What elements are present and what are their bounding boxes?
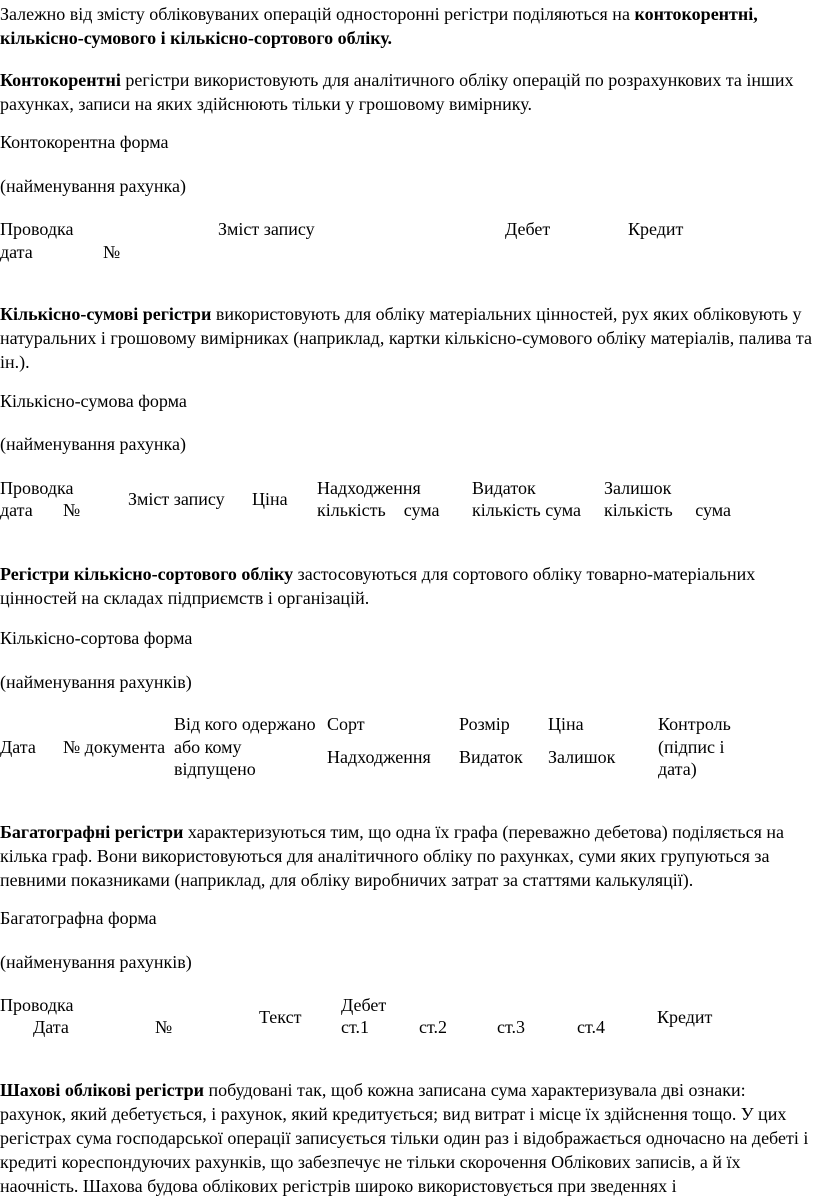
form3-title: Кількісно-сортова форма bbox=[0, 628, 193, 648]
form3-zalyshok: Залишок bbox=[548, 747, 616, 767]
contocorrent-text: регістри використовують для аналітичного обліку операцій по розрахункових та інших рахунках, записи на яких здійснюють тільки у грошовому вимірнику. bbox=[0, 70, 794, 114]
form1-subtitle: (найменування рахунка) bbox=[0, 176, 186, 196]
quantity-sum-text: використовують для обліку матеріальних цінностей, рух яких обліковують у натуральних і грошовому вимірниках (наприклад, картки кількісно-сумового обліку матеріалів, палива та ін.). bbox=[0, 304, 812, 372]
quantity-sum-term: Кількісно-сумові регістри bbox=[0, 304, 212, 324]
form4-st3: ст.3 bbox=[497, 1017, 526, 1037]
form2-zmist: Зміст запису bbox=[128, 489, 225, 509]
form3-vydatok: Видаток bbox=[459, 747, 523, 767]
form2-zalyshok: Залишок bbox=[604, 478, 672, 498]
form4-st2: ст.2 bbox=[419, 1017, 448, 1037]
form4-data: Дата bbox=[33, 1017, 69, 1037]
form2-subtitle: (найменування рахунка) bbox=[0, 434, 186, 454]
form4-st4: ст.4 bbox=[577, 1017, 606, 1037]
intro-text: Залежно від змісту обліковуваних операцій односторонні регістри поділяються на bbox=[0, 4, 635, 24]
form2-zalyshok-sub: кількість сума bbox=[604, 500, 732, 520]
form3-from-whom-2: або кому bbox=[174, 737, 242, 757]
intro-bold-text: контокорентні, кількісно-сумового і кількісно-сортового обліку. bbox=[0, 4, 758, 48]
form4-kredyt: Кредит bbox=[657, 1007, 713, 1027]
form4-st1: ст.1 bbox=[341, 1017, 370, 1037]
form3-from-whom-1: Від кого одержано bbox=[174, 714, 316, 734]
form4-number: № bbox=[155, 1017, 173, 1037]
form3-kontrol-2: (підпис і bbox=[658, 737, 725, 757]
form3-subtitle: (найменування рахунків) bbox=[0, 672, 192, 692]
form1-number: № bbox=[103, 242, 121, 262]
quantity-sort-paragraph bbox=[0, 562, 814, 610]
form4-title: Багатографна форма bbox=[0, 908, 157, 928]
multicolumn-term: Багатографні регістри bbox=[0, 822, 184, 842]
form2-vydatok-sub: кількість сума bbox=[472, 500, 582, 520]
form3-kontrol-1: Контроль bbox=[658, 714, 731, 734]
contocorrent-paragraph bbox=[0, 68, 814, 116]
form3-nadkhodzhennia: Надходження bbox=[327, 747, 431, 767]
form1-data: дата bbox=[0, 242, 33, 262]
form4-subtitle: (найменування рахунків) bbox=[0, 952, 192, 972]
form1-provodka: Проводка bbox=[0, 219, 74, 239]
contocorrent-term: Контокорентні bbox=[0, 70, 121, 90]
multicolumn-text: характеризуються тим, що одна їх графа (переважно дебетова) поділяється на кілька граф. Вони використовуються для аналітичного обліку по рахунках, суми яких групуються за певними показниками (наприклад, для обліку виробничих затрат за статтями калькуляції). bbox=[0, 822, 784, 890]
form2-nadkhodzhennia: Надходження bbox=[317, 478, 421, 498]
form3-sort: Сорт bbox=[327, 714, 365, 734]
form2-tsina: Ціна bbox=[252, 489, 288, 509]
chess-term: Шахові облікові регістри bbox=[0, 1080, 205, 1100]
form2-number: № bbox=[63, 500, 81, 520]
form4-tekst: Текст bbox=[259, 1007, 302, 1027]
form2-provodka: Проводка bbox=[0, 478, 74, 498]
form1-kredyt: Кредит bbox=[628, 219, 684, 239]
intro-paragraph bbox=[0, 2, 814, 50]
form4-provodka: Проводка bbox=[0, 995, 74, 1015]
form1-zmist: Зміст запису bbox=[218, 219, 315, 239]
quantity-sort-term: Регістри кількісно-сортового обліку bbox=[0, 564, 294, 584]
form4-debet: Дебет bbox=[341, 995, 387, 1015]
form2-data: дата bbox=[0, 500, 33, 520]
form2-title: Кількісно-сумова форма bbox=[0, 391, 187, 411]
form3-kontrol-3: дата) bbox=[658, 759, 697, 779]
form1-debet: Дебет bbox=[505, 219, 551, 239]
form1-title: Контокорентна форма bbox=[0, 132, 169, 152]
multicolumn-paragraph bbox=[0, 820, 814, 892]
form3-rozmir: Розмір bbox=[459, 714, 510, 734]
form3-from-whom-3: відпущено bbox=[174, 759, 256, 779]
form3-data: Дата bbox=[0, 737, 36, 757]
form3-document-number: № документа bbox=[63, 737, 166, 757]
quantity-sort-text: застосовуються для сортового обліку товарно-матеріальних цінностей на складах підприємств і організацій. bbox=[0, 564, 756, 608]
chess-paragraph bbox=[0, 1078, 814, 1198]
form2-nadkhodzhennia-sub: кількість сума bbox=[317, 500, 440, 520]
form3-tsina: Ціна bbox=[548, 714, 584, 734]
quantity-sum-paragraph bbox=[0, 302, 814, 374]
form2-vydatok: Видаток bbox=[472, 478, 536, 498]
chess-text: побудовані так, щоб кожна записана сума характеризувала дві ознаки: рахунок, який дебетується, і рахунок, який кредитується; вид витрат і місце їх здійснення тощо. У цих регістрах сума господарської операції записується тільки один раз і відображається одночасно на дебеті і кредиті кореспондуючих рахунків, що забезпечує не тільки скорочення Облікових записів, а й їх наочність. Шахова будова облікових регістрів широко використовується при зведеннях і bbox=[0, 1080, 809, 1196]
